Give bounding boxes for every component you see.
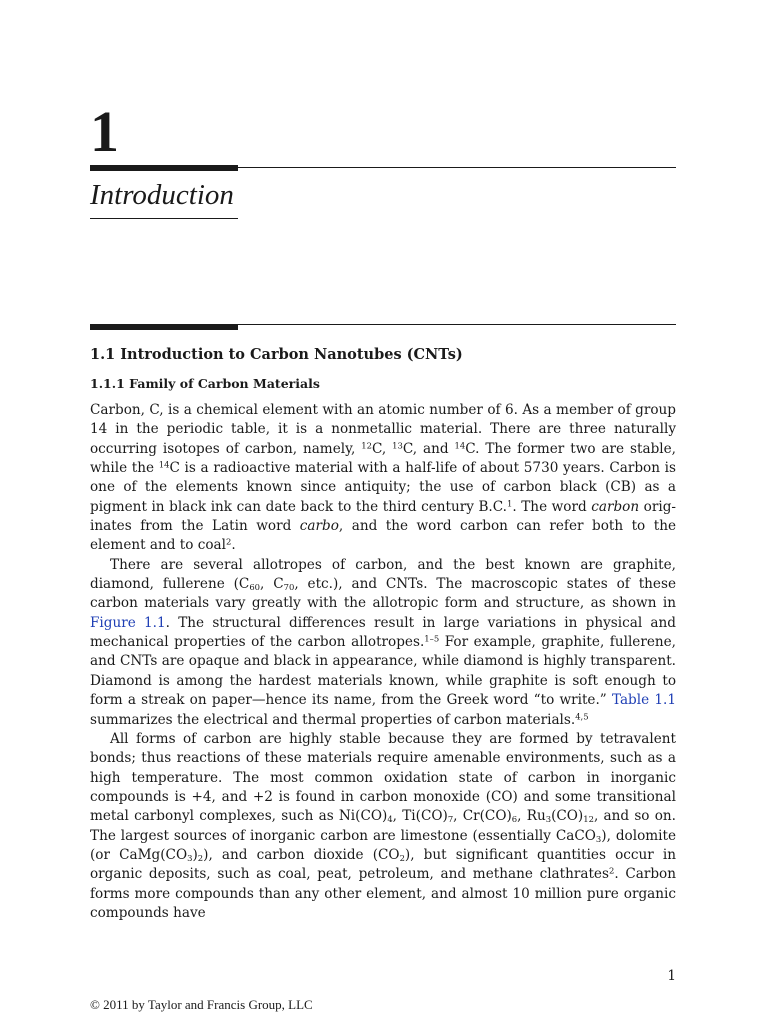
copyright-notice: © 2011 by Taylor and Francis Group, LLC (90, 997, 313, 1012)
text-run: , Cr(CO) (453, 808, 512, 825)
page-number: 1 (667, 968, 676, 984)
text-run: (CO) (551, 808, 584, 825)
text-run: . The word (512, 498, 592, 515)
subscript: 3 (187, 853, 193, 863)
text-run: ), but significant quantities occur in organic deposits, such as coal, peat, petroleum, and methane clathrates (90, 846, 676, 883)
text-run: C is a radioactive material with a half-life of about 5730 years. Carbon is one of the elements known since antiquity; the use of carbon black (CB) as a pigment in black ink can date back to the third century B.C. (90, 460, 676, 515)
text-run: All forms of carbon are highly stable because they are formed by tetravalent bonds; thus reactions of these materials require amenable environments, such as a high temperature. The most common oxidation state of carbon in inorganic compounds is +4, and +2 is found in carbon monoxide (CO) and some transitional metal carbonyl complexes, such as Ni(CO) (90, 730, 676, 825)
text-run: . The structural differences result in large variations in physical and mechanical properties of the carbon allotropes. (90, 614, 676, 651)
section-rule-thick (90, 324, 238, 330)
text-run: originates from the Latin word (90, 498, 676, 535)
subscript: 3 (595, 833, 602, 844)
chapter-title: Introduction (90, 179, 234, 211)
text-run: C, (371, 440, 393, 457)
chapter-title-underline (90, 218, 238, 219)
text-run: C, and (402, 440, 455, 457)
section-heading: 1.1 Introduction to Carbon Nanotubes (CNTs) (90, 346, 463, 363)
subscript: 70 (283, 582, 295, 593)
subscript: 3 (545, 814, 552, 825)
body-text (90, 401, 676, 923)
isotope-mass-13: 13 (392, 440, 403, 451)
chapter-rule-thick (90, 165, 238, 171)
chapter-number: 1 (90, 99, 119, 164)
text-run: , Ti(CO) (392, 808, 448, 825)
chapter-rule-thin (238, 167, 676, 168)
text-run: , and so on. The largest sources of inorganic carbon are limestone (essentially CaCO (90, 808, 676, 844)
subscript: 60 (249, 582, 261, 593)
figure-link[interactable]: Figure 1.1 (90, 614, 166, 631)
text-run: summarizes the electrical and thermal properties of carbon materials. (90, 711, 576, 728)
citation-ref: 2 (226, 536, 232, 547)
subscript: 4 (387, 814, 393, 825)
citation-ref: 1–5 (424, 633, 440, 644)
text-run: ), dolomite (or CaMg(CO (90, 827, 676, 863)
subscript: 7 (447, 814, 454, 825)
text-run: , Ru (517, 808, 546, 825)
text-run: For example, graphite, fullerene, and CNTs are opaque and black in appearance, while diamond is highly transparent. Diamond is among the hardest materials known, while graphite is soft enough to form a streak on paper—hence its name, from the Greek word “to write.” (90, 634, 676, 709)
text-run: . Carbon forms more compounds than any other element, and almost 10 million pure organic compounds have (90, 866, 676, 921)
section-rule-thin (238, 324, 676, 325)
citation-ref: 4,5 (575, 710, 589, 721)
text-run: C. The former two are stable, while the (90, 440, 676, 477)
subscript: 2 (197, 853, 204, 863)
paragraph-3 (90, 730, 676, 923)
text-run: Carbon, C, is a chemical element with an atomic number of 6. As a member of group 14 in the periodic table, it is a nonmetallic material. There are three naturally occurring isotopes of carbon, namely, (90, 402, 676, 457)
text-run: ) (192, 846, 198, 863)
text-run: , C (260, 576, 284, 593)
subsection-heading: 1.1.1 Family of Carbon Materials (90, 376, 320, 391)
isotope-mass-12: 12 (361, 440, 372, 451)
citation-ref: 1 (507, 498, 513, 509)
subscript: 6 (511, 814, 518, 825)
subscript: 2 (399, 853, 405, 863)
text-run: . (231, 537, 236, 554)
citation-ref: 2 (608, 865, 615, 876)
isotope-mass-14: 14 (158, 459, 170, 470)
subscript: 12 (583, 814, 594, 825)
isotope-mass-14: 14 (454, 440, 466, 451)
italic-term: carbo (299, 518, 339, 535)
text-run: , and the word carbon can refer both to the element and to coal (90, 518, 677, 554)
table-link[interactable]: Table 1.1 (611, 692, 676, 709)
text-run: ), and carbon dioxide (CO (203, 846, 400, 863)
italic-term: carbon (591, 498, 640, 515)
paragraph-1 (90, 401, 676, 556)
paragraph-2 (90, 556, 676, 730)
text-run: There are several allotropes of carbon, and the best known are graphite, diamond, fullerene (C (90, 556, 676, 593)
text-run: , etc.), and CNTs. The macroscopic states of these carbon materials vary greatly with the allotropic form and structure, as shown in (90, 576, 676, 612)
